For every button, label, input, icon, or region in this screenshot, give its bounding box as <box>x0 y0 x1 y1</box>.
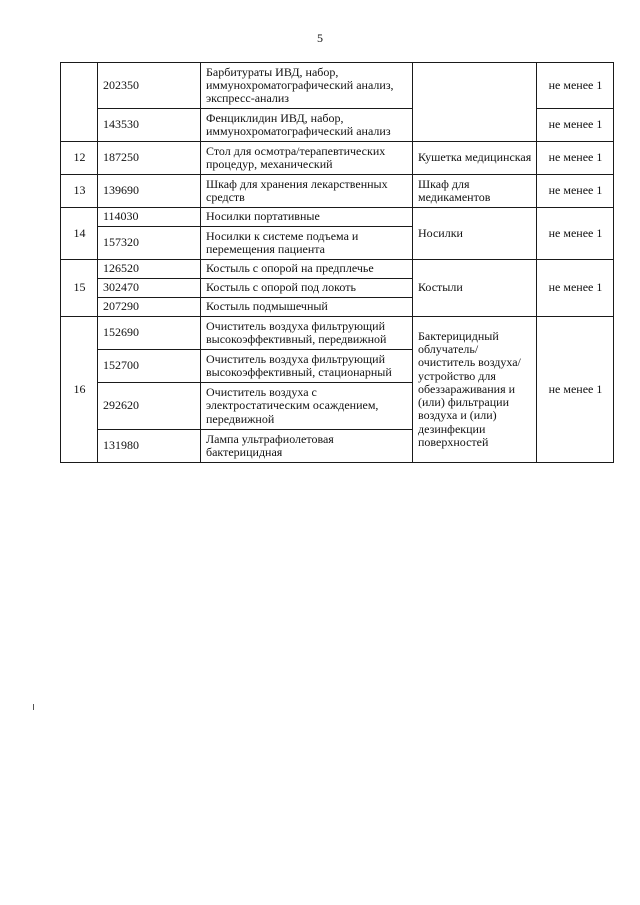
item-code: 187250 <box>98 142 201 175</box>
row-number: 16 <box>61 317 98 463</box>
item-name: Фенциклидин ИВД, набор, иммунохроматографический анализ <box>201 109 413 142</box>
item-name: Лампа ультрафиолетовая бактерицидная <box>201 430 413 463</box>
item-name: Очиститель воздуха фильтрующий высокоэффективный, передвижной <box>201 317 413 350</box>
requirement: не менее 1 <box>537 260 614 317</box>
table-row <box>61 208 614 227</box>
item-code: 157320 <box>98 227 201 260</box>
requirement: не менее 1 <box>537 63 614 109</box>
equipment-name: Шкаф для медикаментов <box>413 175 537 208</box>
item-name: Очиститель воздуха с электростатическим осаждением, передвижной <box>201 383 413 430</box>
page-number: 5 <box>317 31 323 45</box>
item-code: 292620 <box>98 383 201 430</box>
row-number: 13 <box>61 175 98 208</box>
table-row <box>61 175 614 208</box>
scan-mark <box>33 704 34 710</box>
item-code: 131980 <box>98 430 201 463</box>
item-name: Костыль с опорой на предплечье <box>201 260 413 279</box>
item-code: 152700 <box>98 350 201 383</box>
equipment-name: Кушетка медицинская <box>413 142 537 175</box>
item-name: Барбитураты ИВД, набор, иммунохроматографический анализ, экспресс-анализ <box>201 63 413 109</box>
table-row <box>61 142 614 175</box>
equipment-name: Бактерицидный облучатель/ очиститель воздуха/ устройство для обеззараживания и (или) фильтрации воздуха и (или) дезинфекции поверхностей <box>413 317 537 463</box>
equipment-table <box>60 62 614 463</box>
item-code: 207290 <box>98 298 201 317</box>
item-code: 126520 <box>98 260 201 279</box>
requirement: не менее 1 <box>537 317 614 463</box>
requirement: не менее 1 <box>537 142 614 175</box>
row-number: 14 <box>61 208 98 260</box>
item-name: Костыль подмышечный <box>201 298 413 317</box>
requirement: не менее 1 <box>537 175 614 208</box>
item-name: Стол для осмотра/терапевтических процедур, механический <box>201 142 413 175</box>
table-row <box>61 63 614 109</box>
requirement: не менее 1 <box>537 208 614 260</box>
table-row <box>61 260 614 279</box>
row-number <box>61 63 98 142</box>
item-code: 143530 <box>98 109 201 142</box>
item-code: 202350 <box>98 63 201 109</box>
item-name: Шкаф для хранения лекарственных средств <box>201 175 413 208</box>
table-row <box>61 317 614 350</box>
item-code: 302470 <box>98 279 201 298</box>
equipment-name: Носилки <box>413 208 537 260</box>
item-name: Носилки портативные <box>201 208 413 227</box>
item-code: 152690 <box>98 317 201 350</box>
item-name: Очиститель воздуха фильтрующий высокоэффективный, стационарный <box>201 350 413 383</box>
item-code: 139690 <box>98 175 201 208</box>
row-number: 15 <box>61 260 98 317</box>
item-name: Носилки к системе подъема и перемещения пациента <box>201 227 413 260</box>
requirement: не менее 1 <box>537 109 614 142</box>
item-code: 114030 <box>98 208 201 227</box>
row-number: 12 <box>61 142 98 175</box>
equipment-name <box>413 63 537 142</box>
item-name: Костыль с опорой под локоть <box>201 279 413 298</box>
equipment-name: Костыли <box>413 260 537 317</box>
